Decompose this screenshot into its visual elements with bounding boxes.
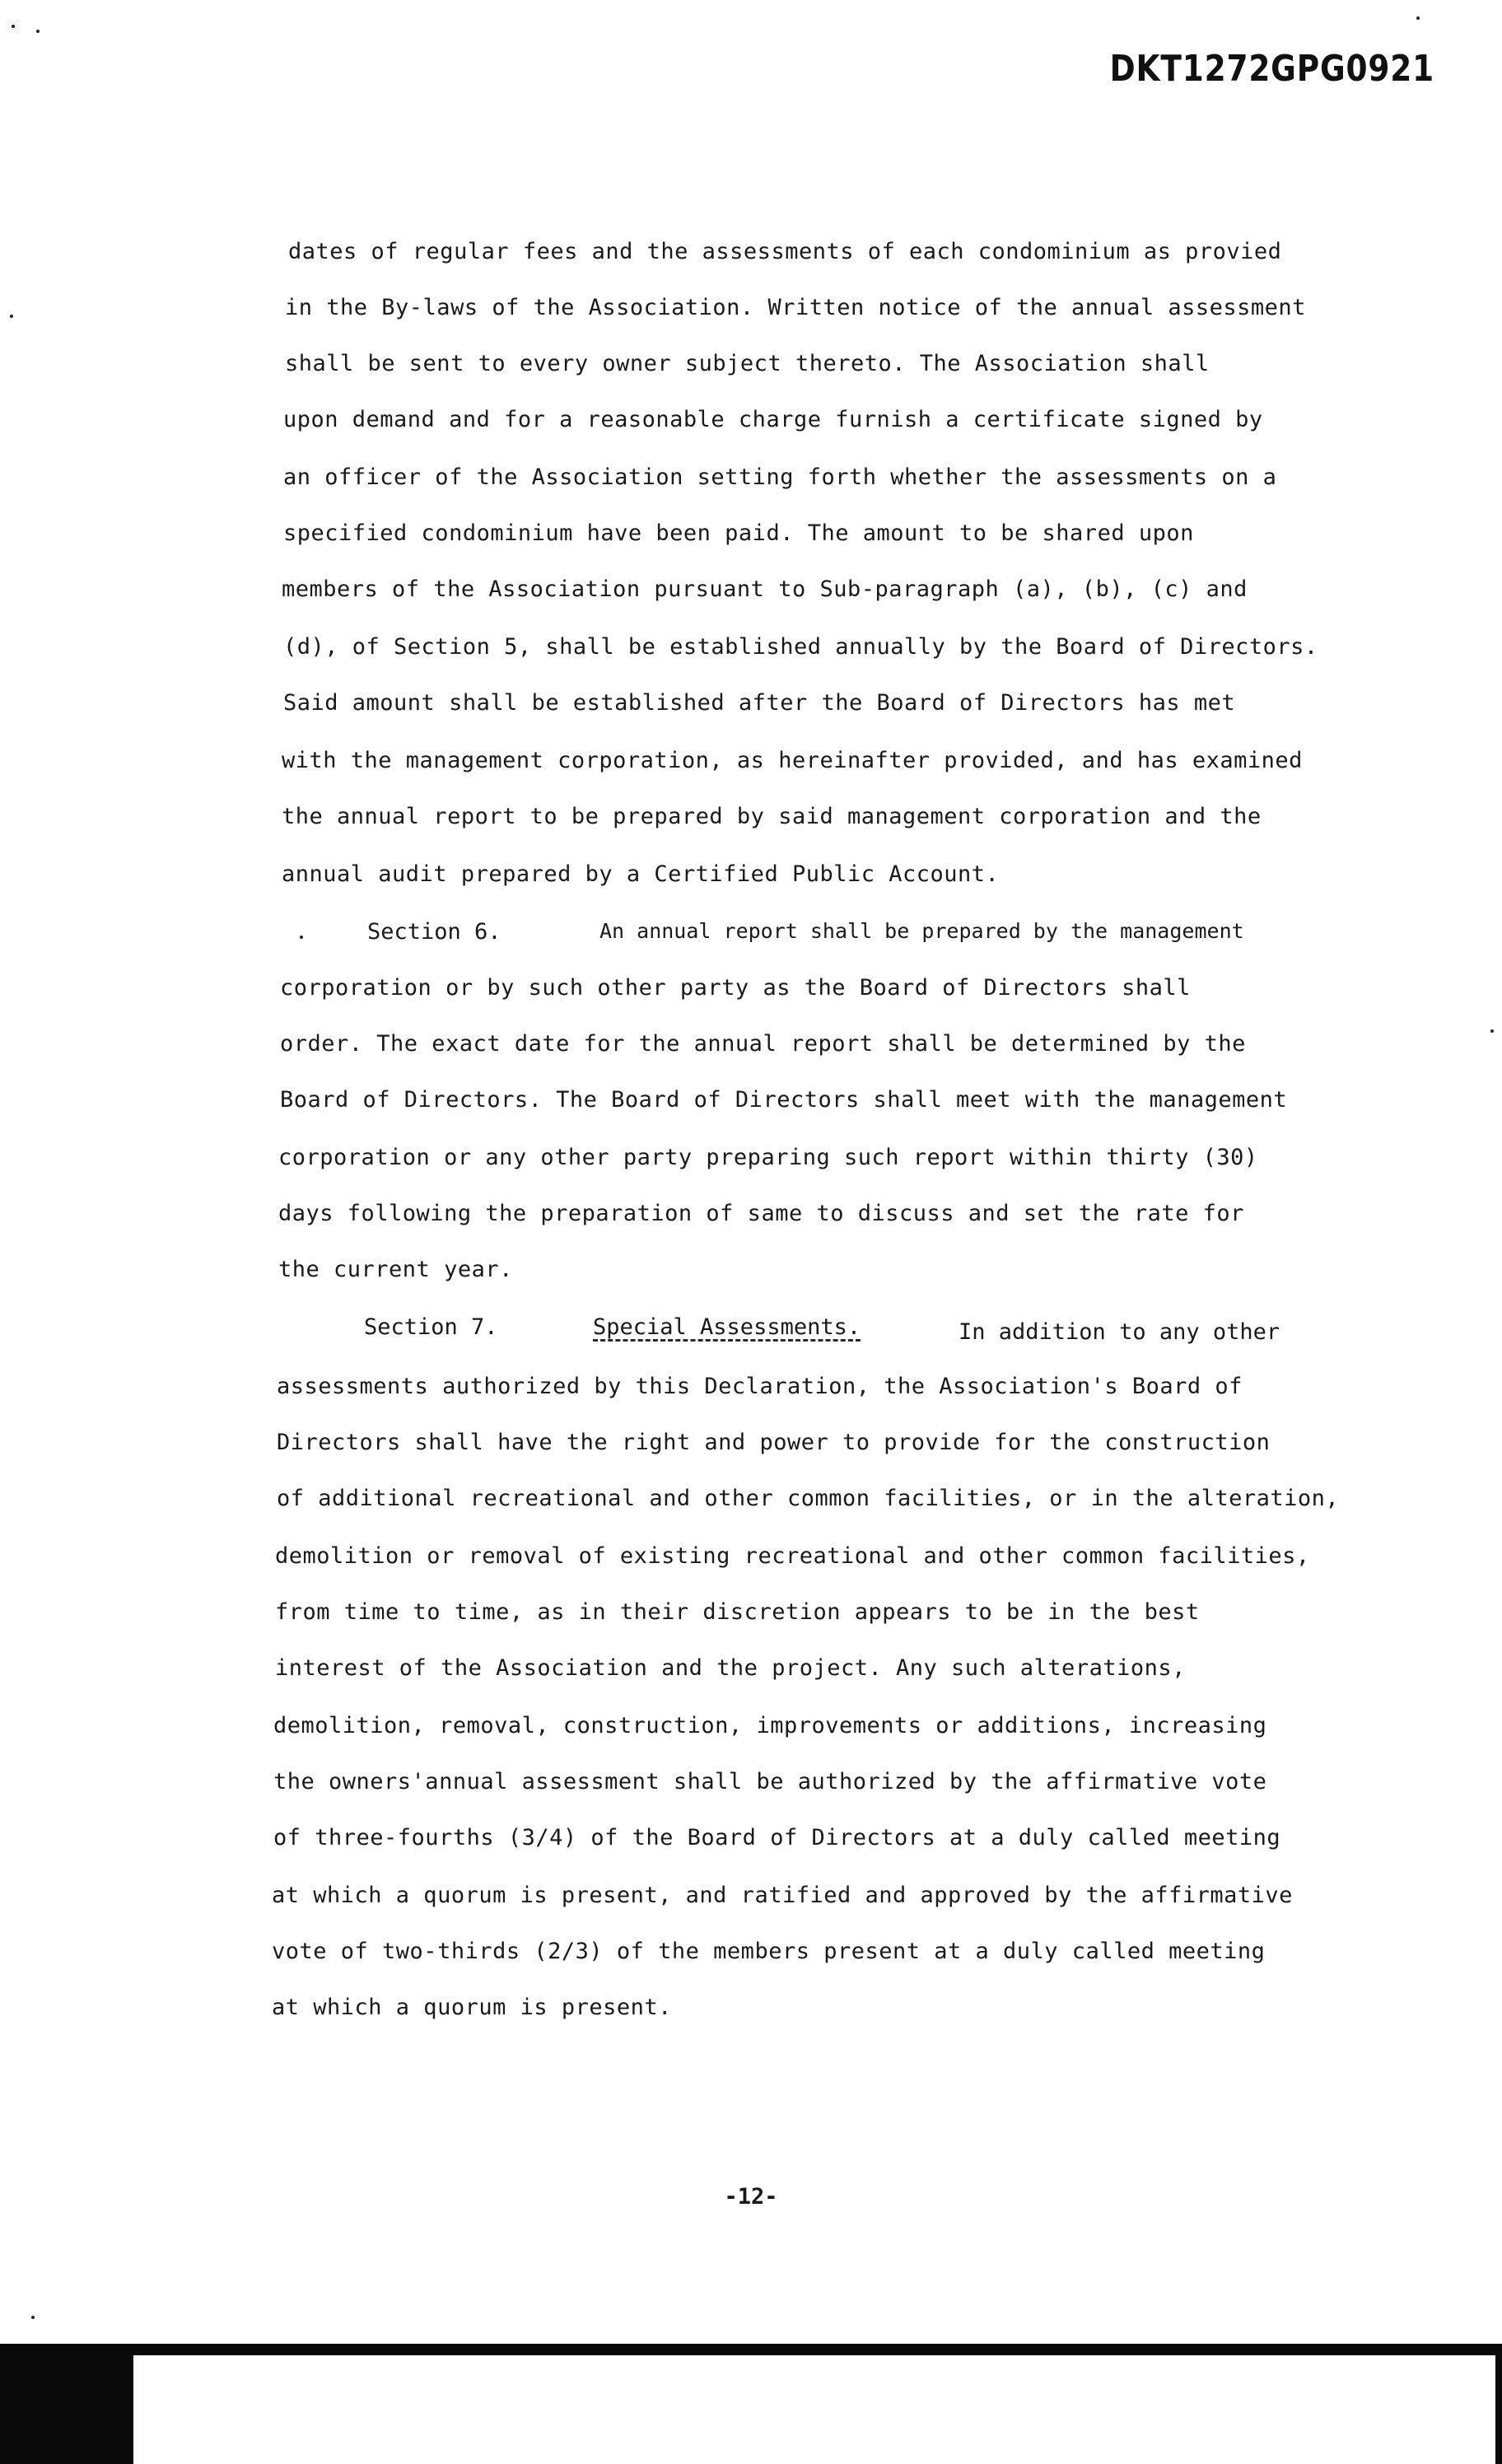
docket-stamp: DKT1272GPG0921 [1109,48,1434,90]
text-line: assessments authorized by this Declaration, the Association's Board of [277,1374,1243,1399]
text-line: upon demand and for a reasonable charge furnish a certificate signed by [283,407,1263,432]
text-line: the annual report to be prepared by said management corporation and the [282,804,1262,829]
text-line: Directors shall have the right and power to provide for the construction [277,1430,1271,1455]
text-line: days following the preparation of same to discuss and set the rate for [278,1201,1244,1226]
text-line: at which a quorum is present. [272,1995,672,2020]
section-7-first-line: In addition to any other [959,1319,1280,1345]
scan-speck [1416,16,1420,20]
text-line: dates of regular fees and the assessments of each condominium as provied [288,239,1282,264]
text-line: an officer of the Association setting forth whether the assessments on a [283,464,1277,490]
text-line: at which a quorum is present, and ratified and approved by the affirmative [272,1883,1293,1908]
section-7-label: Section 7. [364,1314,498,1340]
text-line: Board of Directors. The Board of Directors shall meet with the management [280,1087,1288,1113]
page-number: -12- [724,2184,778,2210]
text-line: corporation or any other party preparing such report within thirty (30) [278,1145,1258,1170]
scan-speck [1490,1029,1494,1033]
text-line: of three-fourths (3/4) of the Board of Directors at a duly called meeting [273,1825,1281,1850]
text-line: vote of two-thirds (2/3) of the members present at a duly called meeting [272,1939,1266,1964]
section-6-first-line: An annual report shall be prepared by the management [599,919,1244,943]
text-line: corporation or by such other party as the Board of Directors shall [280,975,1191,1001]
text-line: annual audit prepared by a Certified Public Account. [282,861,1000,887]
section-7-heading: Special Assessments. [593,1314,861,1340]
scan-speck [36,30,40,33]
text-line: Said amount shall be established after the Board of Directors has met [283,690,1236,716]
text-line: from time to time, as in their discretion appears to be in the best [275,1599,1200,1625]
scan-speck [12,25,15,28]
text-line: in the By-laws of the Association. Written notice of the annual assessment [285,295,1306,320]
text-line: members of the Association pursuant to Sub-paragraph (a), (b), (c) and [282,576,1248,602]
scan-speck [10,315,13,318]
scan-speck [31,2316,35,2319]
text-line: with the management corporation, as hereinafter provided, and has examined [282,748,1303,773]
text-line: demolition, removal, construction, improvements or additions, increasing [273,1713,1267,1738]
text-line: interest of the Association and the project. Any such alterations, [275,1655,1186,1681]
text-line: the owners'annual assessment shall be authorized by the affirmative vote [273,1769,1267,1794]
section-6-label: Section 6. [367,919,501,945]
text-line: (d), of Section 5, shall be established annually by the Board of Directors. [283,634,1318,660]
text-line: shall be sent to every owner subject thereto. The Association shall [285,351,1210,376]
text-line: specified condominium have been paid. The amount to be shared upon [283,520,1194,546]
scan-speck [300,936,303,939]
text-line: demolition or removal of existing recreational and other common facilities, [275,1543,1310,1569]
scan-blank-area [133,2355,1495,2464]
text-line: order. The exact date for the annual report shall be determined by the [280,1031,1246,1057]
text-line: of additional recreational and other common facilities, or in the alteration, [277,1486,1340,1511]
text-line: the current year. [278,1257,513,1282]
